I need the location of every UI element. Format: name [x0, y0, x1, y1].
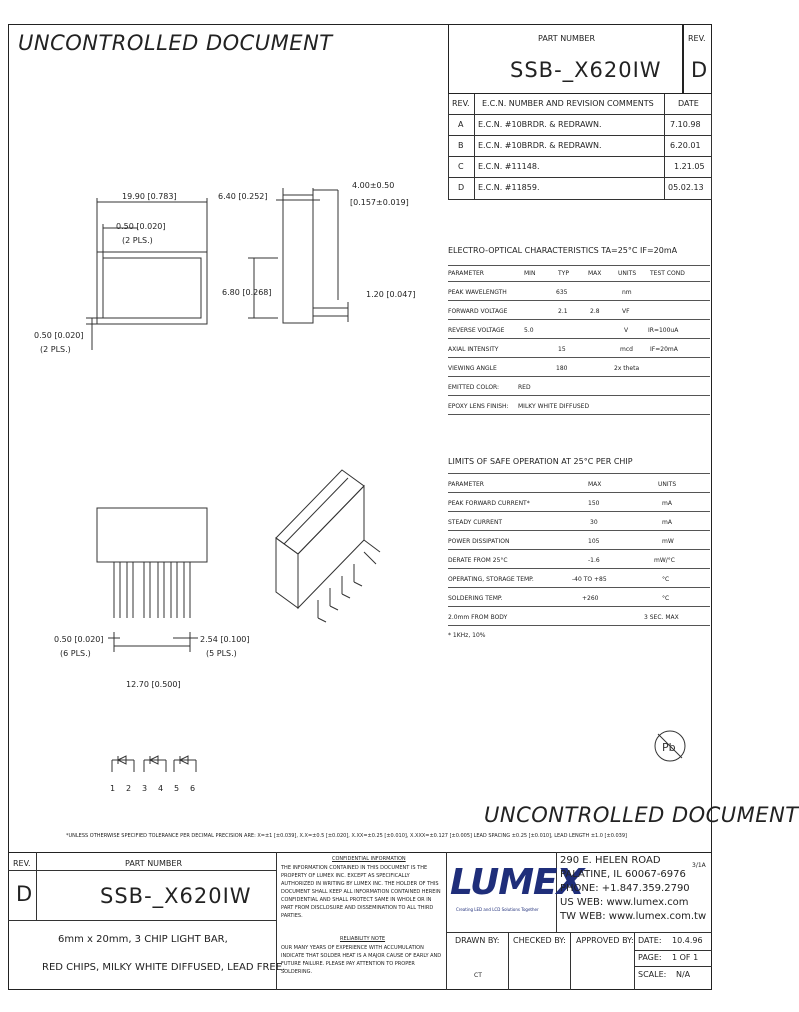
approved-by-label: APPROVED BY:	[576, 936, 634, 945]
eo-units: V	[624, 327, 629, 334]
confidential-title: CONFIDENTIAL INFORMATION	[332, 856, 406, 862]
eo-param: VIEWING ANGLE	[448, 365, 497, 372]
eo-param: REVERSE VOLTAGE	[448, 327, 505, 334]
mechanical-drawing	[8, 160, 448, 800]
safe-param: 2.0mm FROM BODY	[448, 614, 508, 621]
safe-max: 105	[588, 538, 600, 545]
uncontrolled-watermark-bottom: UNCONTROLLED DOCUMENT	[484, 803, 799, 827]
safe-param: POWER DISSIPATION	[448, 538, 510, 545]
revision-row-comment: E.C.N. #11148.	[478, 162, 540, 171]
eo-title: ELECTRO-OPTICAL CHARACTERISTICS TA=25°C IF=20mA	[448, 246, 678, 255]
safe-units: °C	[662, 576, 670, 583]
revision-row-date: 6.20.01	[670, 141, 701, 150]
eo-header: MIN	[524, 270, 536, 277]
uncontrolled-watermark-top: UNCONTROLLED DOCUMENT	[18, 31, 333, 55]
page-label: PAGE:	[638, 953, 662, 962]
lead-free-icon	[648, 724, 688, 768]
phone: PHONE: +1.847.359.2790	[560, 883, 690, 894]
confidential-text: THE INFORMATION CONTAINED IN THIS DOCUMENT IS THE PROPERTY OF LUMEX INC. EXCEPT AS SPECIFICALLY AUTHORIZED IN WRITING BY LUMEX INC. THE HOLDER OF THIS DOCUMENT SHALL KEEP ALL INFORMATION CONTAINED HEREIN CONFIDENTIAL AND SHALL PROTECT SAME IN WHOLE OR IN PART FROM DISCLOSURE AND DISSEMINATION TO ALL THIRD PARTIES.	[281, 865, 441, 919]
rev-col-header: REV.	[452, 99, 470, 108]
revision-table	[448, 94, 712, 200]
safe-max: 150	[588, 500, 600, 507]
title-part-number-label: PART NUMBER	[125, 859, 183, 868]
safe-param: STEADY CURRENT	[448, 519, 503, 526]
header-rev-label: REV.	[688, 34, 706, 43]
address-line-2: PALATINE, IL 60067-6976	[560, 869, 686, 880]
eo-header: MAX	[588, 270, 602, 277]
pin-number: 6	[190, 784, 196, 793]
dim-length: 19.90 [0.783]	[122, 192, 177, 201]
revision-row-comment: E.C.N. #10BRDR. & REDRAWN.	[478, 120, 602, 129]
safe-max: -40 TO +85	[572, 576, 607, 583]
reliability-title: RELIABILITY NOTE	[340, 936, 386, 942]
safe-units: 3 SEC. MAX	[644, 614, 679, 621]
date-value: 10.4.96	[672, 936, 703, 945]
safe-units: mA	[662, 519, 672, 526]
safe-units: mA	[662, 500, 672, 507]
pin-number: 3	[142, 784, 148, 793]
page-value: 1 OF 1	[672, 953, 699, 962]
eo-typ: 180	[556, 365, 568, 372]
dim-pin-width: 0.50 [0.020]	[54, 635, 104, 644]
revision-row-comment: E.C.N. #10BRDR. & REDRAWN.	[478, 141, 602, 150]
safe-max: 30	[590, 519, 598, 526]
revision-row-comment: E.C.N. #11859.	[478, 183, 540, 192]
scale-value: N/A	[676, 970, 691, 979]
bottom-view-body	[97, 508, 207, 562]
revision-row-date: 7.10.98	[670, 120, 701, 129]
comment-col-header: E.C.N. NUMBER AND REVISION COMMENTS	[482, 99, 654, 108]
address-line-1: 290 E. HELEN ROAD	[560, 855, 661, 866]
front-view-lens	[103, 258, 201, 318]
dim-lead-width-count: (2 PLS.)	[122, 236, 153, 245]
eo-param: FORWARD VOLTAGE	[448, 308, 508, 315]
eo-param: EMITTED COLOR:	[448, 384, 500, 391]
dim-pin-pitch-count: (5 PLS.)	[206, 649, 237, 658]
svg-text:Pb: Pb	[662, 741, 676, 754]
eo-min: 5.0	[524, 327, 534, 334]
description-line-1: 6mm x 20mm, 3 CHIP LIGHT BAR,	[58, 934, 228, 945]
safe-units: mW/°C	[654, 557, 675, 564]
eo-header: PARAMETER	[448, 270, 484, 277]
eo-header: TEST COND	[650, 270, 685, 277]
dim-edge-count: (2 PLS.)	[40, 345, 71, 354]
sheet-mark: 3/1A	[692, 862, 706, 869]
revision-row-rev: D	[458, 183, 465, 192]
us-web: US WEB: www.lumex.com	[560, 897, 689, 908]
eo-typ: 635	[556, 289, 568, 296]
eo-param: AXIAL INTENSITY	[448, 346, 499, 353]
revision-row-date: 1.21.05	[674, 162, 705, 171]
date-label: DATE:	[638, 936, 662, 945]
safe-param: PEAK FORWARD CURRENT*	[448, 500, 530, 507]
safe-header: MAX	[588, 481, 602, 488]
eo-units: nm	[622, 289, 632, 296]
front-view-outline	[97, 252, 207, 324]
header-part-number-label: PART NUMBER	[538, 34, 596, 43]
dim-pin-pitch: 2.54 [0.100]	[200, 635, 250, 644]
lumex-tagline: Creating LED and LCD Solutions Together	[456, 907, 539, 912]
eo-test: IR=100uA	[648, 327, 679, 334]
dim-offset: 1.20 [0.047]	[366, 290, 416, 299]
tolerance-note: *UNLESS OTHERWISE SPECIFIED TOLERANCE PER DECIMAL PRECISION ARE: X=±1 [±0.039], X.X=±0.5 [±0.020], X.XX=±0.25 [±0.010], X.XXX=±0.127 [±0.005] LEAD SPACING ±0.25 [±0.010], LEAD LENGTH ±1.0 [±0.039]	[66, 833, 627, 839]
pin-number: 4	[158, 784, 164, 793]
eo-units: 2x theta	[614, 365, 640, 372]
eo-units: mcd	[620, 346, 633, 353]
dim-edge: 0.50 [0.020]	[34, 331, 84, 340]
pin-number: 2	[126, 784, 132, 793]
revision-row-rev: C	[458, 162, 464, 171]
drawn-by: CT	[474, 972, 482, 979]
dim-lead-width: 0.50 [0.020]	[116, 222, 166, 231]
lumex-logo: LUMEX	[450, 862, 584, 903]
pin-number: 1	[110, 784, 116, 793]
checked-by-label: CHECKED BY:	[513, 936, 566, 945]
eo-max: 2.8	[590, 308, 600, 315]
eo-typ: 15	[558, 346, 566, 353]
pin-number: 5	[174, 784, 180, 793]
safe-header: UNITS	[658, 481, 677, 488]
revision-row-rev: A	[458, 120, 464, 129]
eo-color: RED	[518, 384, 531, 391]
scale-label: SCALE:	[638, 970, 667, 979]
eo-lens: MILKY WHITE DIFFUSED	[518, 403, 590, 410]
safe-title: LIMITS OF SAFE OPERATION AT 25°C PER CHIP	[448, 457, 633, 466]
date-col-header: DATE	[678, 99, 699, 108]
eo-param: EPOXY LENS FINISH:	[448, 403, 509, 410]
safe-units: °C	[662, 595, 670, 602]
revision-row-rev: B	[458, 141, 464, 150]
safe-header: PARAMETER	[448, 481, 484, 488]
safe-max: -1.6	[588, 557, 600, 564]
description-line-2: RED CHIPS, MILKY WHITE DIFFUSED, LEAD FREE.	[42, 962, 286, 973]
eo-units: VF	[622, 308, 630, 315]
eo-typ: 2.1	[558, 308, 568, 315]
safe-max: +260	[582, 595, 599, 602]
title-part-number: SSB-_X620IW	[100, 884, 252, 908]
dim-height: 6.80 [0.268]	[222, 288, 272, 297]
tw-web: TW WEB: www.lumex.com.tw	[560, 911, 707, 922]
side-view-outline	[283, 195, 313, 323]
safe-param: OPERATING, STORAGE TEMP.	[448, 576, 534, 583]
isometric-view	[276, 470, 380, 622]
title-rev-label: REV.	[13, 859, 31, 868]
title-rev: D	[16, 882, 33, 906]
eo-test: IF=20mA	[650, 346, 678, 353]
pins	[114, 562, 190, 618]
schematic	[112, 756, 196, 772]
header-part-number: SSB-_X620IW	[510, 58, 662, 82]
revision-row-date: 05.02.13	[668, 183, 704, 192]
dim-lead-length: 4.00±0.50	[352, 181, 395, 190]
reliability-text: OUR MANY YEARS OF EXPERIENCE WITH ACCUMULATION INDICATE THAT SOLDER HEAT IS A MAJOR CAUSE OF EARLY AND FUTURE FAILURE. PLEASE PAY ATTENTION TO PROPER SOLDERING.	[281, 945, 442, 975]
dim-pin-span: 12.70 [0.500]	[126, 680, 181, 689]
dim-pin-width-count: (6 PLS.)	[60, 649, 91, 658]
eo-param: PEAK WAVELENGTH	[448, 289, 507, 296]
safe-footnote: * 1KHz, 10%	[448, 632, 486, 639]
safe-param: SOLDERING TEMP.	[448, 595, 503, 602]
safe-param: DERATE FROM 25°C	[448, 557, 508, 564]
eo-header: UNITS	[618, 270, 637, 277]
dim-lead-length-inch: [0.157±0.019]	[350, 198, 409, 207]
eo-header: TYP	[558, 270, 569, 277]
header-rev: D	[691, 58, 708, 82]
dim-width: 6.40 [0.252]	[218, 192, 268, 201]
safe-units: mW	[662, 538, 674, 545]
drawn-by-label: DRAWN BY:	[455, 936, 500, 945]
